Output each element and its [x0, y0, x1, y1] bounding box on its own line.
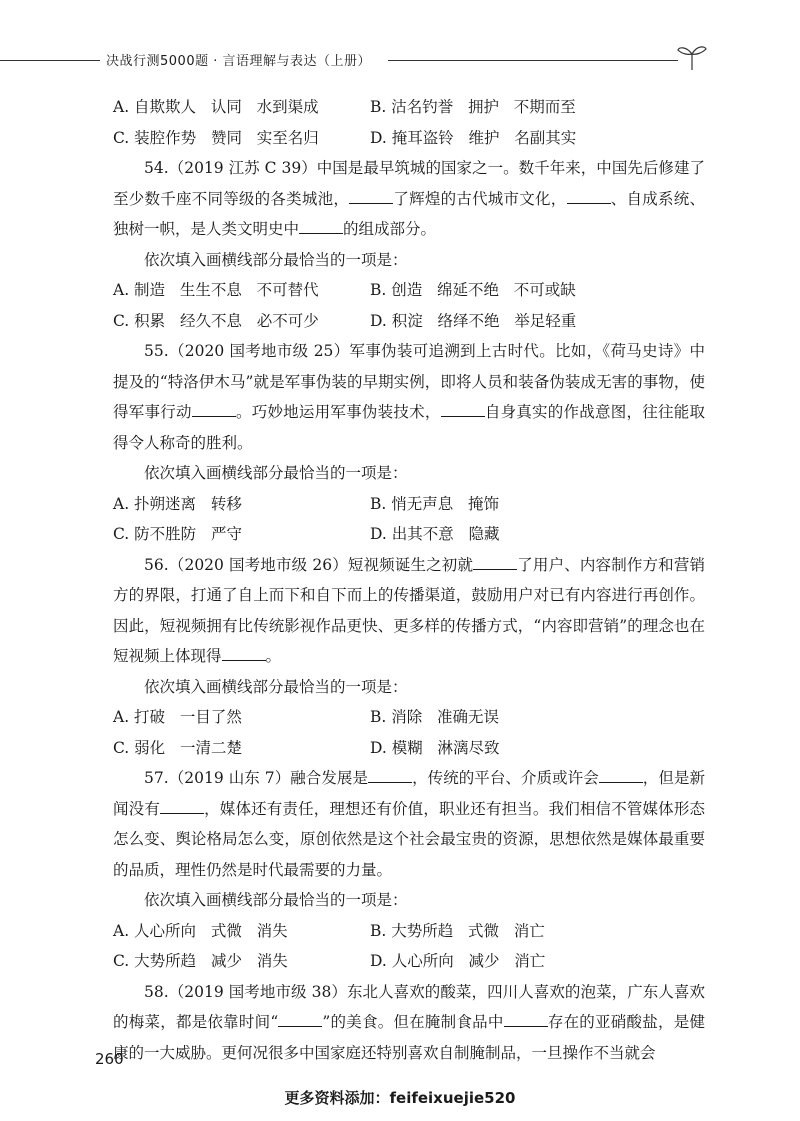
fill-blank: [278, 1012, 322, 1027]
option-b: B. 悄无声息 掩饰: [370, 494, 500, 513]
fill-blank: [160, 799, 204, 814]
question-57: 57.（2019 山东 7）融合发展是 ，传统的平台、介质或许会 ，但是新闻没有 ，媒体还有责任，理想还有价值，职业还有担当。我们相信不管媒体形态怎么变、舆论格局怎么变，原创依然是这个社会最宝贵的资源，思想依然是媒体最重要的品质，理性仍然是时代最需要的力量。: [113, 769, 705, 879]
question-prompt: 依次填入画横线部分最恰当的一项是：: [144, 250, 408, 269]
fill-blank: [299, 219, 343, 234]
question-prompt: 依次填入画横线部分最恰当的一项是：: [144, 464, 408, 482]
option-a: A. 自欺欺人 认同 水到渠成: [113, 98, 319, 116]
fill-blank: [368, 768, 412, 783]
option-c: C. 防不胜防 严守: [113, 525, 242, 543]
option-a: A. 人心所向 式微 消失: [113, 921, 288, 940]
header-rule-right: [388, 60, 678, 61]
option-a: A. 扑朔迷离 转移: [113, 494, 242, 513]
sprout-icon: [676, 42, 708, 72]
running-header: [0, 48, 800, 72]
options-q53: [113, 92, 705, 153]
fill-blank: [192, 402, 236, 417]
question-58: 58.（2019 国考地市级 38）东北人喜欢的酸菜，四川人喜欢的泡菜，广东人喜欢的梅菜，都是依靠时间“ ”的美食。但在腌制食品中 存在的亚硝酸盐，是健康的一大威胁。更何况很多中国家庭还特别喜欢自制腌制品，一旦操作不当就会: [113, 982, 705, 1062]
question-prompt: 依次填入画横线部分最恰当的一项是：: [144, 891, 408, 909]
fill-blank: [473, 555, 517, 570]
options-q56: [113, 702, 705, 763]
fill-blank: [599, 768, 643, 783]
option-b: B. 大势所趋 式微 消亡: [370, 921, 545, 940]
question-prompt: 依次填入画横线部分最恰当的一项是：: [144, 677, 408, 696]
page-number: 260: [95, 1050, 124, 1068]
fill-blank: [504, 1012, 548, 1027]
question-56: 56.（2020 国考地市级 26）短视频诞生之初就 了用户、内容制作方和营销方的界限，打通了自上而下和自下而上的传播渠道，鼓励用户对已有内容进行再创作。因此，短视频拥有比传统影视作品更快、更多样的传播方式，“内容即营销”的理念也在短视频上体现得 。: [113, 555, 705, 665]
question-55: 55.（2020 国考地市级 25）军事伪装可追溯到上古时代。比如，《荷马史诗》中提及的“特洛伊木马”就是军事伪装的早期实例，即将人员和装备伪装成无害的事物，使得军事行动 。巧妙地运用军事伪装技术， 自身真实的作战意图，往往能取得令人称奇的胜利。: [113, 342, 705, 452]
book-title: 决战行测5000题 · 言语理解与表达（上册）: [106, 54, 371, 69]
fill-blank: [567, 189, 611, 204]
option-c: C. 弱化 一清二楚: [113, 738, 242, 757]
option-c: C. 积累 经久不息 必不可少: [113, 311, 319, 330]
options-q55: [113, 489, 705, 550]
fill-blank: [349, 189, 393, 204]
option-d: D. 出其不意 隐藏: [370, 525, 500, 543]
option-b: B. 创造 绵延不绝 不可或缺: [370, 281, 576, 299]
option-d: D. 人心所向 减少 消亡: [370, 952, 546, 970]
question-54: 54.（2019 江苏 C 39）中国是最早筑城的国家之一。数千年来，中国先后修建了至少数千座不同等级的各类城池， 了辉煌的古代城市文化， 、自成系统、独树一帜，是人类文明史中 的组成部分。: [113, 159, 705, 238]
option-a: A. 制造 生生不息 不可替代: [113, 281, 319, 299]
options-q54: [113, 275, 705, 336]
header-rule-left: [0, 60, 100, 61]
footer-note: 更多资料添加：feifeixuejie520: [284, 1089, 516, 1107]
option-c: C. 装腔作势 赞同 实至名归: [113, 128, 319, 147]
option-d: D. 模糊 淋漓尽致: [370, 738, 500, 757]
options-q57: [113, 916, 705, 977]
option-d: D. 积淀 络绎不绝 举足轻重: [370, 311, 577, 330]
option-b: B. 沽名钓誉 拥护 不期而至: [370, 98, 576, 116]
option-a: A. 打破 一目了然: [113, 708, 242, 726]
fill-blank: [441, 402, 485, 417]
page-content: [113, 92, 705, 1068]
fill-blank: [222, 646, 266, 661]
option-b: B. 消除 准确无误: [370, 708, 500, 726]
option-d: D. 掩耳盗铃 维护 名副其实: [370, 128, 577, 147]
option-c: C. 大势所趋 减少 消失: [113, 952, 288, 970]
